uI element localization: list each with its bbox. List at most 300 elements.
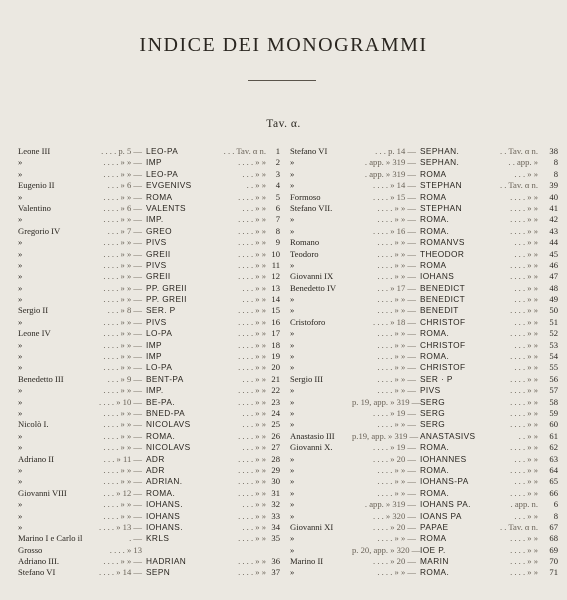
pope-name: » xyxy=(18,157,23,168)
index-row xyxy=(18,488,280,499)
tavola-reference: . . . . » » xyxy=(238,328,266,339)
tavola-reference: . . . . » » xyxy=(238,464,266,475)
pope-name: Sergio III xyxy=(290,373,324,384)
index-row xyxy=(18,408,280,419)
pope-name: Gregorio IV xyxy=(18,225,61,236)
pope-name: » xyxy=(18,248,23,259)
page-reference: . . . . » 19 — xyxy=(373,407,416,418)
monogram-text: SERG xyxy=(420,396,446,407)
tavola-reference: . . » » xyxy=(246,180,266,191)
index-row xyxy=(18,192,280,203)
tavola-reference: . . Tav. α n. xyxy=(499,180,538,191)
page-reference: . . . » 9 — xyxy=(107,373,142,384)
monogram-text: BENEDICT xyxy=(420,282,466,293)
tavola-reference: . . . » » xyxy=(514,237,538,248)
tavola-reference: . . . . » » xyxy=(238,351,266,362)
tavola-reference: . . . » » xyxy=(514,339,538,350)
index-row xyxy=(18,454,280,465)
monogram-text: GREO xyxy=(146,225,173,236)
pope-name: Giovanni VIII xyxy=(18,487,67,498)
index-row xyxy=(18,556,280,567)
tavola-reference: . . . . » » xyxy=(510,567,538,578)
index-row xyxy=(290,397,558,408)
tavola-reference: . . . . » » xyxy=(510,328,538,339)
monogram-text: BE-PA. xyxy=(146,396,175,407)
pope-name: » xyxy=(18,499,23,510)
tavola-reference: . . . » » xyxy=(242,407,266,418)
tavola-reference: . . . . » » xyxy=(510,202,538,213)
page-reference: . . . . » » — xyxy=(377,339,416,350)
tavola-reference: . . . . » » xyxy=(238,259,266,270)
monogram-number: 70 xyxy=(549,556,558,567)
index-row xyxy=(290,362,558,373)
pope-name: » xyxy=(290,180,295,191)
page-reference: p. 19, app. » 319 — xyxy=(352,396,421,407)
page-reference: p.19, app. » 319 — xyxy=(352,430,419,441)
pope-name: » xyxy=(18,191,23,202)
monogram-text: NICOLAVS xyxy=(146,419,191,430)
monogram-number: 62 xyxy=(549,442,558,453)
index-row xyxy=(18,249,280,260)
page-reference: . . . . » » — xyxy=(103,362,142,373)
pope-name: Leone III xyxy=(18,146,51,156)
page-reference: . app. » 319 — xyxy=(364,157,416,168)
monogram-text: ADRIAN. xyxy=(146,476,183,487)
pope-name: » xyxy=(18,476,23,487)
monogram-text: IOE P. xyxy=(420,544,446,555)
monogram-number: 24 xyxy=(271,407,280,418)
index-row xyxy=(18,351,280,362)
tavola-reference: . . . . » » xyxy=(238,396,266,407)
page-reference: . . . . » » — xyxy=(103,316,142,327)
pope-name: » xyxy=(290,499,295,510)
monogram-number: 52 xyxy=(549,328,558,339)
pope-name: Nicolò I. xyxy=(18,419,49,430)
index-row xyxy=(290,476,558,487)
monogram-text: PIVS xyxy=(420,385,441,396)
pope-name: Giovanni XI xyxy=(290,521,334,532)
tavola-reference: . . . . » » xyxy=(238,248,266,259)
title-divider xyxy=(248,80,316,81)
monogram-text: LO-PA xyxy=(146,328,173,339)
page-reference: . . . . » » — xyxy=(103,407,142,418)
page-reference: . . . . » » — xyxy=(377,328,416,339)
index-row xyxy=(290,556,558,567)
pope-name: Cristoforo xyxy=(290,316,326,327)
pope-name: » xyxy=(290,453,295,464)
index-row xyxy=(290,533,558,544)
pope-name: Valentino xyxy=(18,202,51,213)
monogram-number: 1 xyxy=(275,146,280,156)
tavola-reference: . . » » xyxy=(518,430,538,441)
page-reference: . app. » 319 — xyxy=(364,499,416,510)
pope-name: » xyxy=(290,157,295,168)
index-row xyxy=(290,431,558,442)
pope-name: » xyxy=(290,351,295,362)
page-reference: . . . . » 15 — xyxy=(373,191,416,202)
tavola-reference: . . . . » » xyxy=(238,225,266,236)
pope-name: Adriano III. xyxy=(18,556,60,567)
monogram-number: 30 xyxy=(271,476,280,487)
tavola-reference: . . . . » » xyxy=(238,430,266,441)
index-row xyxy=(290,271,558,282)
monogram-text: IOHANS xyxy=(146,510,181,521)
index-row xyxy=(290,203,558,214)
monogram-text: ROMANVS xyxy=(420,237,465,248)
monogram-text: SER · P xyxy=(420,373,453,384)
monogram-number: 58 xyxy=(549,396,558,407)
index-row xyxy=(18,226,280,237)
tavola-reference: . . . » » xyxy=(514,453,538,464)
monogram-number: 55 xyxy=(549,362,558,373)
pope-name: Benedetto IV xyxy=(290,282,337,293)
pope-name: Stefano VII. xyxy=(290,202,333,213)
index-row xyxy=(18,522,280,533)
tavola-reference: . . . . » » xyxy=(238,385,266,396)
tavola-reference: . . . . » » xyxy=(238,533,266,544)
tavola-reference: . . . . » » xyxy=(238,191,266,202)
monogram-text: IOANS PA xyxy=(420,510,462,521)
pope-name: » xyxy=(18,521,23,532)
page-reference: . . . . » » — xyxy=(377,351,416,362)
page-reference: . . . . » » — xyxy=(377,567,416,578)
pope-name: Teodoro xyxy=(290,248,319,259)
pope-name: » xyxy=(18,464,23,475)
index-row xyxy=(290,317,558,328)
pope-name: » xyxy=(18,339,23,350)
monogram-number: 14 xyxy=(271,294,280,305)
page-reference: . . . . » 20 — xyxy=(373,556,416,567)
page-reference: . . . . » 19 — xyxy=(373,442,416,453)
monogram-number: 39 xyxy=(549,180,558,191)
index-row xyxy=(18,419,280,430)
monogram-text: ROMA xyxy=(420,259,447,270)
index-row xyxy=(18,157,280,168)
page-reference: . app. » 319 — xyxy=(364,168,416,179)
tavola-reference: . . . . » » xyxy=(510,556,538,567)
pope-name: » xyxy=(18,407,23,418)
page-reference: . . . . » » — xyxy=(377,464,416,475)
monogram-number: 21 xyxy=(271,373,280,384)
monogram-number: 38 xyxy=(549,146,558,156)
monogram-text: PP. GREII xyxy=(146,294,187,305)
index-row xyxy=(290,192,558,203)
monogram-text: IOHANS. xyxy=(146,499,183,510)
monogram-text: ROMA xyxy=(420,168,447,179)
tavola-reference: . . . » » xyxy=(514,248,538,259)
tavola-reference: . . . . » » xyxy=(238,271,266,282)
monogram-number: 54 xyxy=(549,351,558,362)
monogram-number: 40 xyxy=(549,191,558,202)
monogram-number: 67 xyxy=(549,521,558,532)
index-row xyxy=(290,454,558,465)
page-reference: . . . . » » — xyxy=(103,237,142,248)
monogram-text: STEPHAN xyxy=(420,180,462,191)
page-reference: . . . . » » — xyxy=(377,237,416,248)
pope-name: » xyxy=(18,316,23,327)
page-reference: . . . . » » — xyxy=(377,533,416,544)
page-reference: . . . » 11 — xyxy=(103,453,142,464)
pope-name: Stefano VI xyxy=(18,567,56,578)
page-reference: . . . . » 6 — xyxy=(103,202,142,213)
monogram-text: BENEDICT xyxy=(420,294,466,305)
tavola-reference: . . . » » xyxy=(242,442,266,453)
page-reference: . . . . » » — xyxy=(103,259,142,270)
index-row xyxy=(18,237,280,248)
pope-name: Marino II xyxy=(290,556,324,567)
monogram-text: PIVS xyxy=(146,259,167,270)
index-row xyxy=(18,545,280,556)
monogram-text: SEPN xyxy=(146,567,171,578)
index-row xyxy=(290,328,558,339)
right-column xyxy=(290,146,558,579)
pope-name: Stefano VI xyxy=(290,146,328,156)
pope-name: » xyxy=(18,168,23,179)
index-row xyxy=(290,260,558,271)
monogram-text: ROMA xyxy=(420,533,447,544)
tavola-reference: . . . . » » xyxy=(238,453,266,464)
monogram-text: MARIN xyxy=(420,556,449,567)
monogram-text: IMP xyxy=(146,351,162,362)
tavola-reference: . . . . » » xyxy=(238,305,266,316)
monogram-number: 6 xyxy=(553,499,558,510)
monogram-number: 9 xyxy=(275,237,280,248)
tavola-reference: . . . . » » xyxy=(238,316,266,327)
monogram-number: 57 xyxy=(549,385,558,396)
monogram-number: 46 xyxy=(549,259,558,270)
pope-name: » xyxy=(18,510,23,521)
page-reference: . . . . » » — xyxy=(103,271,142,282)
tavola-reference: . . . . » » xyxy=(510,407,538,418)
page-reference: . . . . p. 5 — xyxy=(101,146,142,156)
pope-name: » xyxy=(18,237,23,248)
monogram-number: 53 xyxy=(549,339,558,350)
monogram-number: 23 xyxy=(271,396,280,407)
index-row xyxy=(290,340,558,351)
tavola-heading: Tav. α. xyxy=(266,118,301,130)
page-reference: . . . . » » — xyxy=(377,248,416,259)
page-reference: . . . . » » — xyxy=(377,271,416,282)
monogram-text: BENT-PA xyxy=(146,373,184,384)
monogram-text: CHRISTOF xyxy=(420,362,466,373)
pope-name: » xyxy=(290,168,295,179)
pope-name: Eugenio II xyxy=(18,180,55,191)
monogram-text: IOHANS xyxy=(420,271,455,282)
monogram-text: LO-PA xyxy=(146,362,173,373)
page-reference: . . . » 8 — xyxy=(107,305,142,316)
pope-name: » xyxy=(290,214,295,225)
index-row xyxy=(290,180,558,191)
monogram-text: ROMA. xyxy=(420,214,450,225)
index-row xyxy=(290,545,558,556)
page-reference: . . . . » » — xyxy=(377,385,416,396)
monogram-number: 2 xyxy=(275,157,280,168)
index-row xyxy=(290,522,558,533)
page-reference: . . . . » » — xyxy=(377,259,416,270)
tavola-reference: . . . . » » xyxy=(510,373,538,384)
monogram-text: ROMA. xyxy=(146,487,176,498)
monogram-number: 8 xyxy=(553,157,558,168)
tavola-reference: . . Tav. α n. xyxy=(499,521,538,532)
pope-name: » xyxy=(290,259,295,270)
page-reference: . . . . » » — xyxy=(103,419,142,430)
monogram-number: 12 xyxy=(271,271,280,282)
monogram-text: CHRISTOF xyxy=(420,339,466,350)
index-row xyxy=(18,465,280,476)
page-reference: . . . . » » — xyxy=(103,191,142,202)
index-row xyxy=(290,442,558,453)
tavola-reference: . . . » » xyxy=(242,521,266,532)
monogram-text: NICOLAVS xyxy=(146,442,191,453)
pope-name: » xyxy=(290,419,295,430)
monogram-text: ROMA. xyxy=(420,464,450,475)
tavola-reference: . . . » » xyxy=(514,316,538,327)
index-row xyxy=(18,362,280,373)
pope-name: » xyxy=(18,385,23,396)
monogram-number: 45 xyxy=(549,248,558,259)
tavola-reference: . . . » » xyxy=(242,294,266,305)
monogram-text: PIVS xyxy=(146,237,167,248)
monogram-number: 17 xyxy=(271,328,280,339)
tavola-reference: . . . » » xyxy=(514,362,538,373)
pope-name: » xyxy=(290,385,295,396)
monogram-number: 8 xyxy=(275,225,280,236)
pope-name: » xyxy=(290,305,295,316)
tavola-reference: . . . . » » xyxy=(238,476,266,487)
page-reference: . . . . » » — xyxy=(103,328,142,339)
monogram-number: 69 xyxy=(549,544,558,555)
tavola-reference: . . . » » xyxy=(514,168,538,179)
page-reference: . . . . » » — xyxy=(103,214,142,225)
index-row xyxy=(290,465,558,476)
index-row xyxy=(18,476,280,487)
monogram-number: 63 xyxy=(549,453,558,464)
index-row xyxy=(290,294,558,305)
index-row xyxy=(290,499,558,510)
index-row xyxy=(18,283,280,294)
index-row xyxy=(18,146,280,157)
index-row xyxy=(18,214,280,225)
tavola-reference: . . . . » » xyxy=(238,567,266,578)
pope-name: Anastasio III xyxy=(290,430,335,441)
index-row xyxy=(18,203,280,214)
monogram-number: 50 xyxy=(549,305,558,316)
page-reference: . . . . » 14 — xyxy=(373,180,416,191)
tavola-reference: . . . . » » xyxy=(238,362,266,373)
monogram-text: PP. GREII xyxy=(146,282,187,293)
pope-name: » xyxy=(290,294,295,305)
monogram-number: 65 xyxy=(549,476,558,487)
monogram-number: 20 xyxy=(271,362,280,373)
tavola-reference: . . . . » » xyxy=(510,533,538,544)
monogram-number: 28 xyxy=(271,453,280,464)
tavola-reference: . . . . » » xyxy=(238,157,266,168)
monogram-number: 16 xyxy=(271,316,280,327)
monogram-text: IOHANS PA. xyxy=(420,499,471,510)
pope-name: » xyxy=(18,362,23,373)
page-reference: . . . . » » — xyxy=(377,373,416,384)
monogram-text: IOHANS. xyxy=(146,521,183,532)
monogram-number: 59 xyxy=(549,407,558,418)
monogram-text: BENEDIT xyxy=(420,305,459,316)
pope-name: » xyxy=(18,351,23,362)
monogram-text: SERG xyxy=(420,419,446,430)
page-reference: . . . . » » — xyxy=(377,362,416,373)
monogram-text: ADR xyxy=(146,453,165,464)
monogram-number: 18 xyxy=(271,339,280,350)
pope-name: Giovanni IX xyxy=(290,271,334,282)
page-reference: . . . . » 20 — xyxy=(373,521,416,532)
index-row xyxy=(18,180,280,191)
pope-name: » xyxy=(290,225,295,236)
index-row xyxy=(290,408,558,419)
page-reference: . . . . » » — xyxy=(103,476,142,487)
monogram-number: 56 xyxy=(549,373,558,384)
tavola-reference: . . . . » » xyxy=(510,305,538,316)
monogram-number: 15 xyxy=(271,305,280,316)
monogram-text: GREII xyxy=(146,271,171,282)
page-reference: . . . . » » — xyxy=(377,476,416,487)
index-row xyxy=(290,385,558,396)
monogram-number: 32 xyxy=(271,499,280,510)
monogram-text: ROMA. xyxy=(420,351,450,362)
monogram-text: IMP. xyxy=(146,214,164,225)
monogram-text: THEODOR xyxy=(420,248,465,259)
page-reference: . . . . » » — xyxy=(377,419,416,430)
monogram-text: ROMA. xyxy=(420,442,450,453)
page-reference: . . . . » 18 — xyxy=(373,316,416,327)
monogram-text: LEO-PA xyxy=(146,168,179,179)
monogram-number: 49 xyxy=(549,294,558,305)
index-row xyxy=(290,351,558,362)
tavola-reference: . . . . » » xyxy=(510,214,538,225)
tavola-reference: . . . . » » xyxy=(510,419,538,430)
tavola-reference: . . . . » » xyxy=(510,271,538,282)
tavola-reference: . . . . » » xyxy=(510,544,538,555)
tavola-reference: . . . . » » xyxy=(238,339,266,350)
monogram-text: IOHANNES xyxy=(420,453,467,464)
pope-name: » xyxy=(290,476,295,487)
pope-name: » xyxy=(18,442,23,453)
page-reference: . . . . » » — xyxy=(103,157,142,168)
page-reference: p. 20, app. » 320 — xyxy=(352,544,421,555)
page-reference: . . . . » » — xyxy=(103,430,142,441)
monogram-text: ROMA. xyxy=(420,567,450,578)
page-reference: . . . . » » — xyxy=(103,282,142,293)
page-reference: . . . . » » — xyxy=(103,510,142,521)
tavola-reference: . . . . » » xyxy=(238,556,266,567)
tavola-reference: . . Tav. α n. xyxy=(499,146,538,156)
index-row xyxy=(290,214,558,225)
monogram-text: IOHANS-PA xyxy=(420,476,469,487)
page-reference: . . . . » » — xyxy=(103,464,142,475)
page-reference: . . . . » » — xyxy=(377,214,416,225)
index-row xyxy=(18,328,280,339)
page-reference: . . . . » » — xyxy=(103,499,142,510)
pope-name: » xyxy=(290,339,295,350)
page-reference: . . . . » » — xyxy=(377,487,416,498)
page-reference: . . . . » 13 — xyxy=(99,521,142,532)
monogram-text: ROMA. xyxy=(146,430,176,441)
monogram-text: IMP xyxy=(146,339,162,350)
tavola-reference: . . app. » xyxy=(508,157,538,168)
index-row xyxy=(290,283,558,294)
monogram-text: EVGENIVS xyxy=(146,180,192,191)
index-row xyxy=(18,397,280,408)
page-reference: . . . . » » — xyxy=(103,168,142,179)
pope-name: » xyxy=(290,544,295,555)
index-row xyxy=(290,237,558,248)
